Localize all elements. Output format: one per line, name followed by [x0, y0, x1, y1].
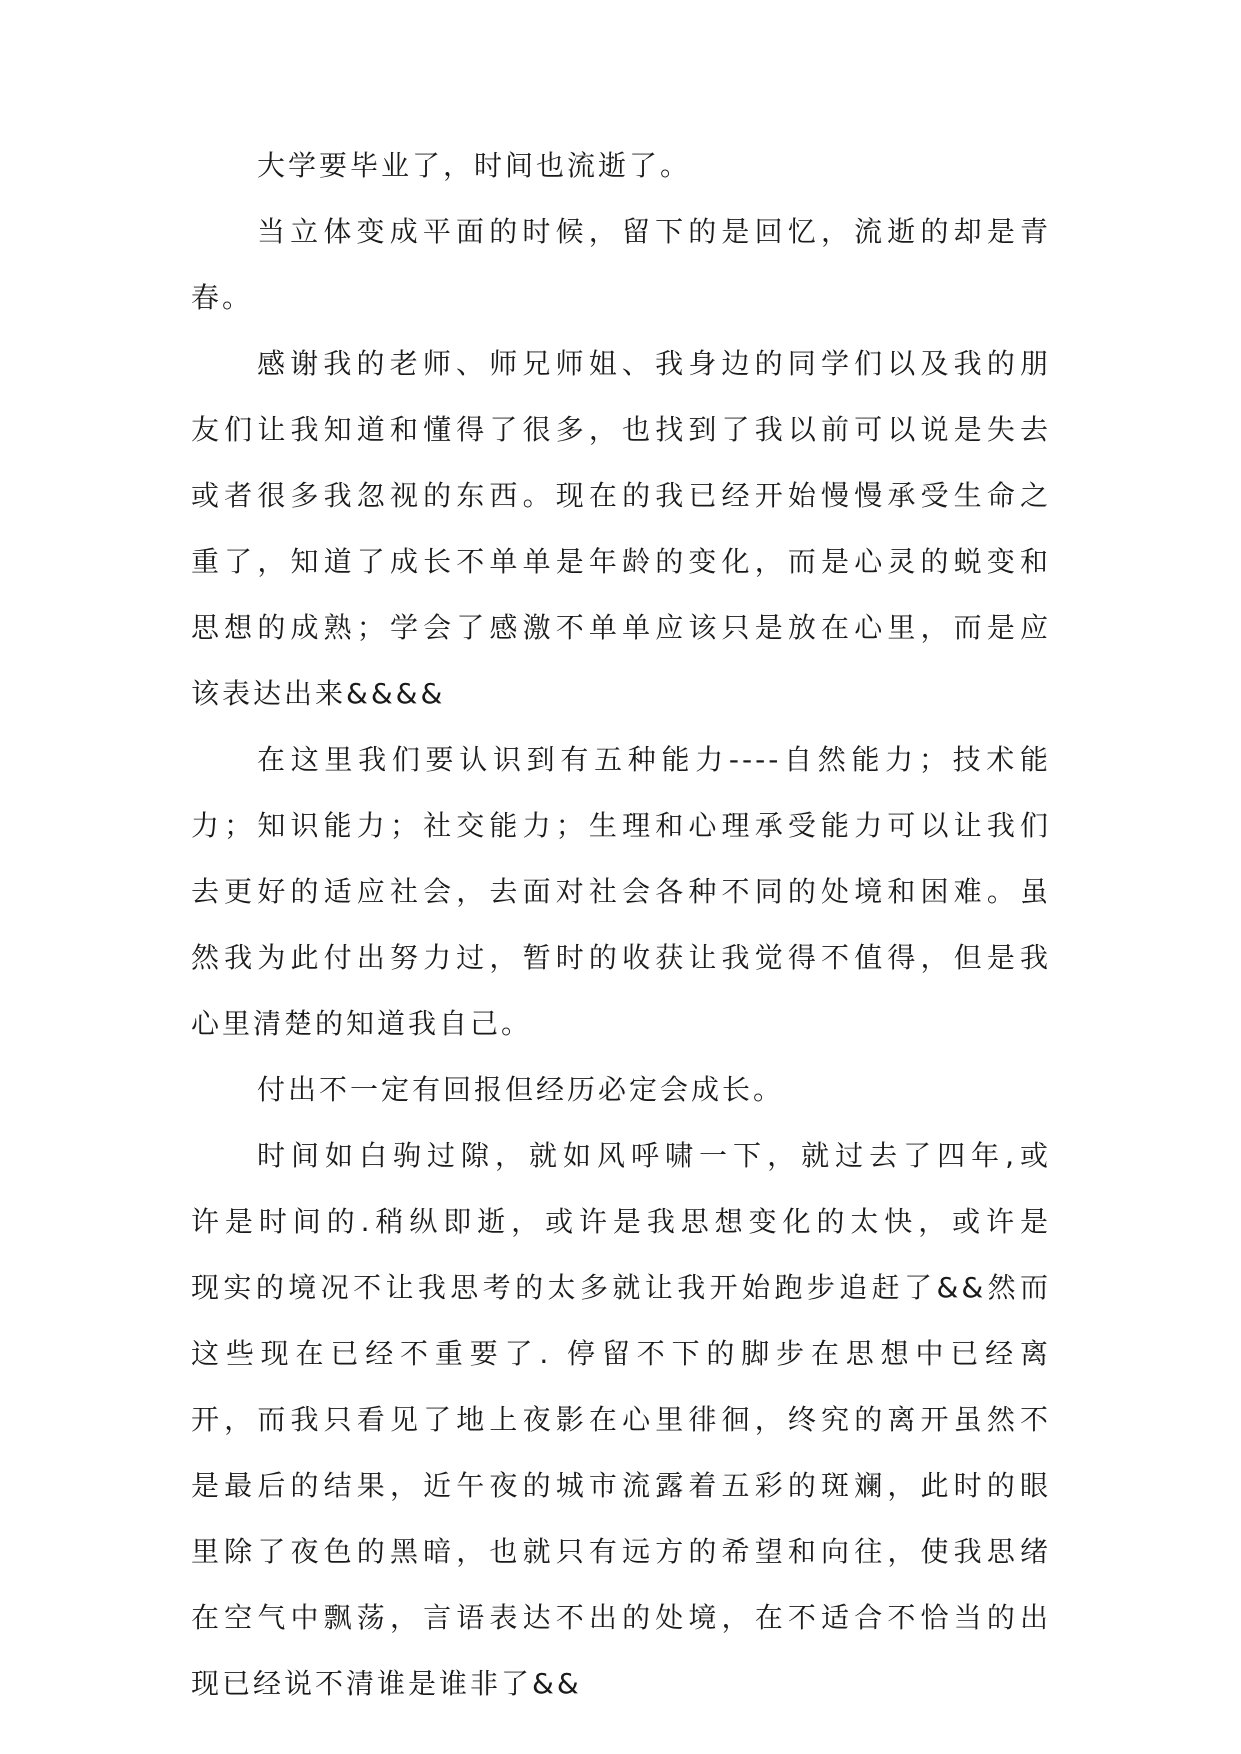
- text-line: 付出不一定有回报但经历必定会成长。: [257, 1073, 785, 1106]
- text-line: 友们让我知道和懂得了很多，也找到了我以前可以说是失去: [191, 413, 1051, 446]
- text-line: 该表达出来&&&&: [191, 677, 446, 710]
- text-line: 是最后的结果，近午夜的城市流露着五彩的斑斓，此时的眼: [191, 1469, 1051, 1502]
- text-line: 心里清楚的知道我自己。: [191, 1007, 533, 1040]
- text-line: 现实的境况不让我思考的太多就让我开始跑步追赶了&&然而: [191, 1271, 1051, 1304]
- text-line: 里除了夜色的黑暗，也就只有远方的希望和向往，使我思绪: [191, 1535, 1051, 1568]
- text-line: 在这里我们要认识到有五种能力----自然能力；技术能: [257, 743, 1051, 776]
- text-line: 这些现在已经不重要了. 停留不下的脚步在思想中已经离: [191, 1337, 1051, 1370]
- text-line: 开，而我只看见了地上夜影在心里徘徊，终究的离开虽然不: [191, 1403, 1051, 1436]
- text-line: 感谢我的老师、师兄师姐、我身边的同学们以及我的朋: [257, 347, 1051, 380]
- text-line: 力；知识能力；社交能力；生理和心理承受能力可以让我们: [191, 809, 1051, 842]
- text-line: 许是时间的.稍纵即逝，或许是我思想变化的太快，或许是: [191, 1205, 1051, 1238]
- text-line: 思想的成熟；学会了感激不单单应该只是放在心里，而是应: [191, 611, 1051, 644]
- text-line: 现已经说不清谁是谁非了&&: [191, 1667, 582, 1700]
- text-line: 或者很多我忽视的东西。现在的我已经开始慢慢承受生命之: [191, 479, 1051, 512]
- text-line: 重了，知道了成长不单单是年龄的变化，而是心灵的蜕变和: [191, 545, 1051, 578]
- text-line: 当立体变成平面的时候，留下的是回忆，流逝的却是青: [257, 215, 1051, 248]
- text-line: 去更好的适应社会，去面对社会各种不同的处境和困难。虽: [191, 875, 1051, 908]
- text-line: 在空气中飘荡，言语表达不出的处境，在不适合不恰当的出: [191, 1601, 1051, 1634]
- text-line: 然我为此付出努力过，暂时的收获让我觉得不值得，但是我: [191, 941, 1051, 974]
- text-line: 时间如白驹过隙，就如风呼啸一下，就过去了四年,或: [257, 1139, 1051, 1172]
- text-line: 春。: [191, 281, 254, 314]
- text-line: 大学要毕业了，时间也流逝了。: [257, 149, 692, 182]
